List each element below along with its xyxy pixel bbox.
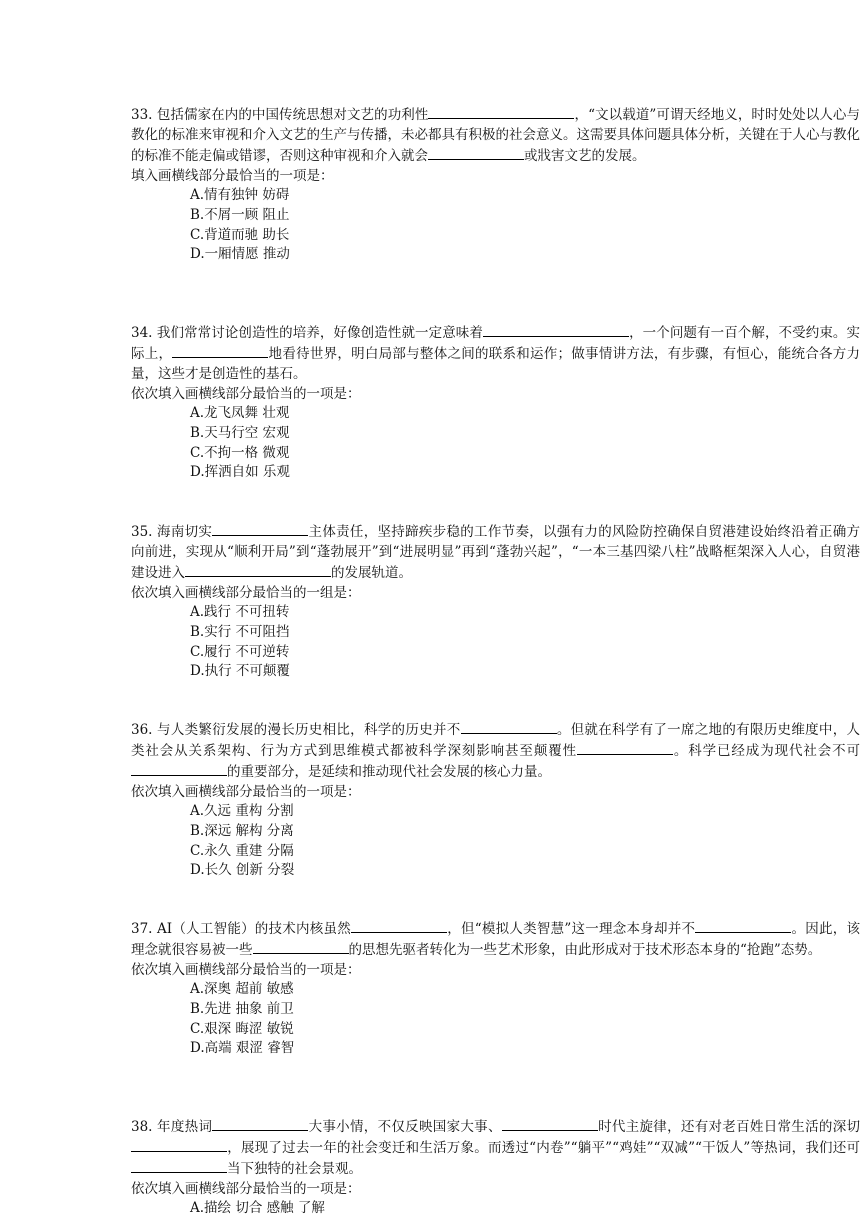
- fill-blank[interactable]: [428, 145, 524, 160]
- option-d[interactable]: D.一厢情愿 推动: [190, 246, 290, 263]
- option-a[interactable]: A.践行 不可扭转: [190, 604, 290, 620]
- fill-blank[interactable]: [212, 521, 308, 536]
- question-36: [131, 719, 860, 881]
- question-instruction: 依次填入画横线部分最恰当的一项是：: [131, 784, 361, 800]
- question-38: [131, 1116, 860, 1219]
- fill-blank[interactable]: [212, 1116, 308, 1131]
- option-d[interactable]: D.执行 不可颠覆: [190, 663, 290, 680]
- option-list: [131, 1199, 860, 1219]
- option-d[interactable]: D.挥洒自如 乐观: [190, 464, 290, 481]
- question-instruction: 依次填入画横线部分最恰当的一项是：: [131, 1181, 361, 1197]
- question-stem: 37. AI（人工智能）的技术内核虽然 ，但“模拟人类智慧”这一理念本身却并不 。因此，该理念就很容易被一些 的思想先驱者转化为一些艺术形象，由此形成对于技术形态本身的“抢跑”态势。: [131, 918, 860, 960]
- option-c[interactable]: C.永久 重建 分隔: [190, 842, 294, 859]
- fill-blank[interactable]: [131, 1137, 227, 1152]
- question-37: [131, 918, 860, 1059]
- option-list: [131, 404, 860, 483]
- fill-blank[interactable]: [253, 939, 349, 954]
- option-d[interactable]: D.长久 创新 分裂: [190, 862, 295, 879]
- question-stem: 33. 包括儒家在内的中国传统思想对文艺的功利性 ，“文以载道”可谓天经地义，时时处处以人心与教化的标准来审视和介入文艺的生产与传播，未必都具有积极的社会意义。这需要具体问题具体分析，关键在于人心与教化的标准不能走偏或错谬，否则这种审视和介入就会 或戕害文艺的发展。: [131, 104, 860, 166]
- question-instruction: 依次填入画横线部分最恰当的一组是：: [131, 585, 361, 601]
- option-b[interactable]: B.深远 解构 分离: [190, 822, 294, 839]
- option-a[interactable]: A.深奥 超前 敏感: [190, 981, 294, 997]
- option-b[interactable]: B.天马行空 宏观: [190, 424, 290, 441]
- question-instruction: 填入画横线部分最恰当的一项是：: [131, 168, 334, 184]
- fill-blank[interactable]: [502, 1116, 598, 1131]
- option-c[interactable]: C.不拘一格 微观: [190, 444, 290, 461]
- fill-blank[interactable]: [131, 761, 227, 776]
- option-a[interactable]: A.情有独钟 妨碍: [190, 187, 290, 203]
- question-instruction: 依次填入画横线部分最恰当的一项是：: [131, 962, 361, 978]
- fill-blank[interactable]: [577, 740, 673, 755]
- question-stem: 36. 与人类繁衍发展的漫长历史相比，科学的历史并不 。但就在科学有了一席之地的有限历史维度中，人类社会从关系架构、行为方式到思维模式都被科学深刻影响甚至颠覆性 。科学已经成为现代社会不可的重要部分，是延续和推动现代社会发展的核心力量。: [131, 719, 860, 782]
- option-c[interactable]: C.背道而驰 助长: [190, 226, 290, 243]
- option-d[interactable]: D.高端 艰涩 睿智: [190, 1040, 295, 1057]
- question-instruction: 依次填入画横线部分最恰当的一项是：: [131, 386, 361, 402]
- option-list: [131, 980, 860, 1059]
- option-list: [131, 802, 860, 881]
- fill-blank[interactable]: [483, 322, 629, 337]
- option-a[interactable]: A.龙飞凤舞 壮观: [190, 405, 290, 421]
- fill-blank[interactable]: [351, 918, 447, 933]
- question-33: [131, 104, 860, 265]
- option-b[interactable]: B.不屑一顾 阻止: [190, 206, 290, 223]
- question-34: [131, 322, 860, 483]
- option-b[interactable]: B.实行 不可阻挡: [190, 623, 290, 640]
- option-c[interactable]: C.艰深 晦涩 敏锐: [190, 1020, 294, 1037]
- fill-blank[interactable]: [131, 1158, 227, 1173]
- option-a[interactable]: A.久远 重构 分割: [190, 803, 294, 819]
- fill-blank[interactable]: [185, 562, 331, 577]
- fill-blank[interactable]: [461, 719, 557, 734]
- fill-blank[interactable]: [172, 343, 268, 358]
- question-35: [131, 521, 860, 682]
- question-stem: 34. 我们常常讨论创造性的培养，好像创造性就一定意味着 ，一个问题有一百个解，不受约束。实际上， 地看待世界，明白局部与整体之间的联系和运作；做事情讲方法，有步骤，有恒心，能统合各方力量，这些才是创造性的基石。: [131, 322, 860, 384]
- option-c[interactable]: C.履行 不可逆转: [190, 643, 290, 660]
- option-a[interactable]: A.描绘 切合 感触 了解: [190, 1200, 325, 1216]
- question-stem: 35. 海南切实 主体责任，坚持蹄疾步稳的工作节奏，以强有力的风险防控确保自贸港建设始终沿着正确方向前进，实现从“顺利开局”到“蓬勃展开”到“进展明显”再到“蓬勃兴起”，“一本三基四梁八柱”战略框架深入人心，自贸港建设进入 的发展轨道。: [131, 521, 860, 583]
- option-list: [131, 603, 860, 682]
- fill-blank[interactable]: [428, 104, 574, 119]
- question-stem: 38. 年度热词 大事小情，不仅反映国家大事、 时代主旋律，还有对老百姓日常生活的深切，展现了过去一年的社会变迁和生活万象。而透过“内卷”“躺平”“鸡娃”“双减”“干饭人”等热词，我们还可当下独特的社会景观。: [131, 1116, 860, 1179]
- fill-blank[interactable]: [695, 918, 791, 933]
- option-list: [131, 186, 860, 265]
- option-b[interactable]: B.先进 抽象 前卫: [190, 1000, 294, 1017]
